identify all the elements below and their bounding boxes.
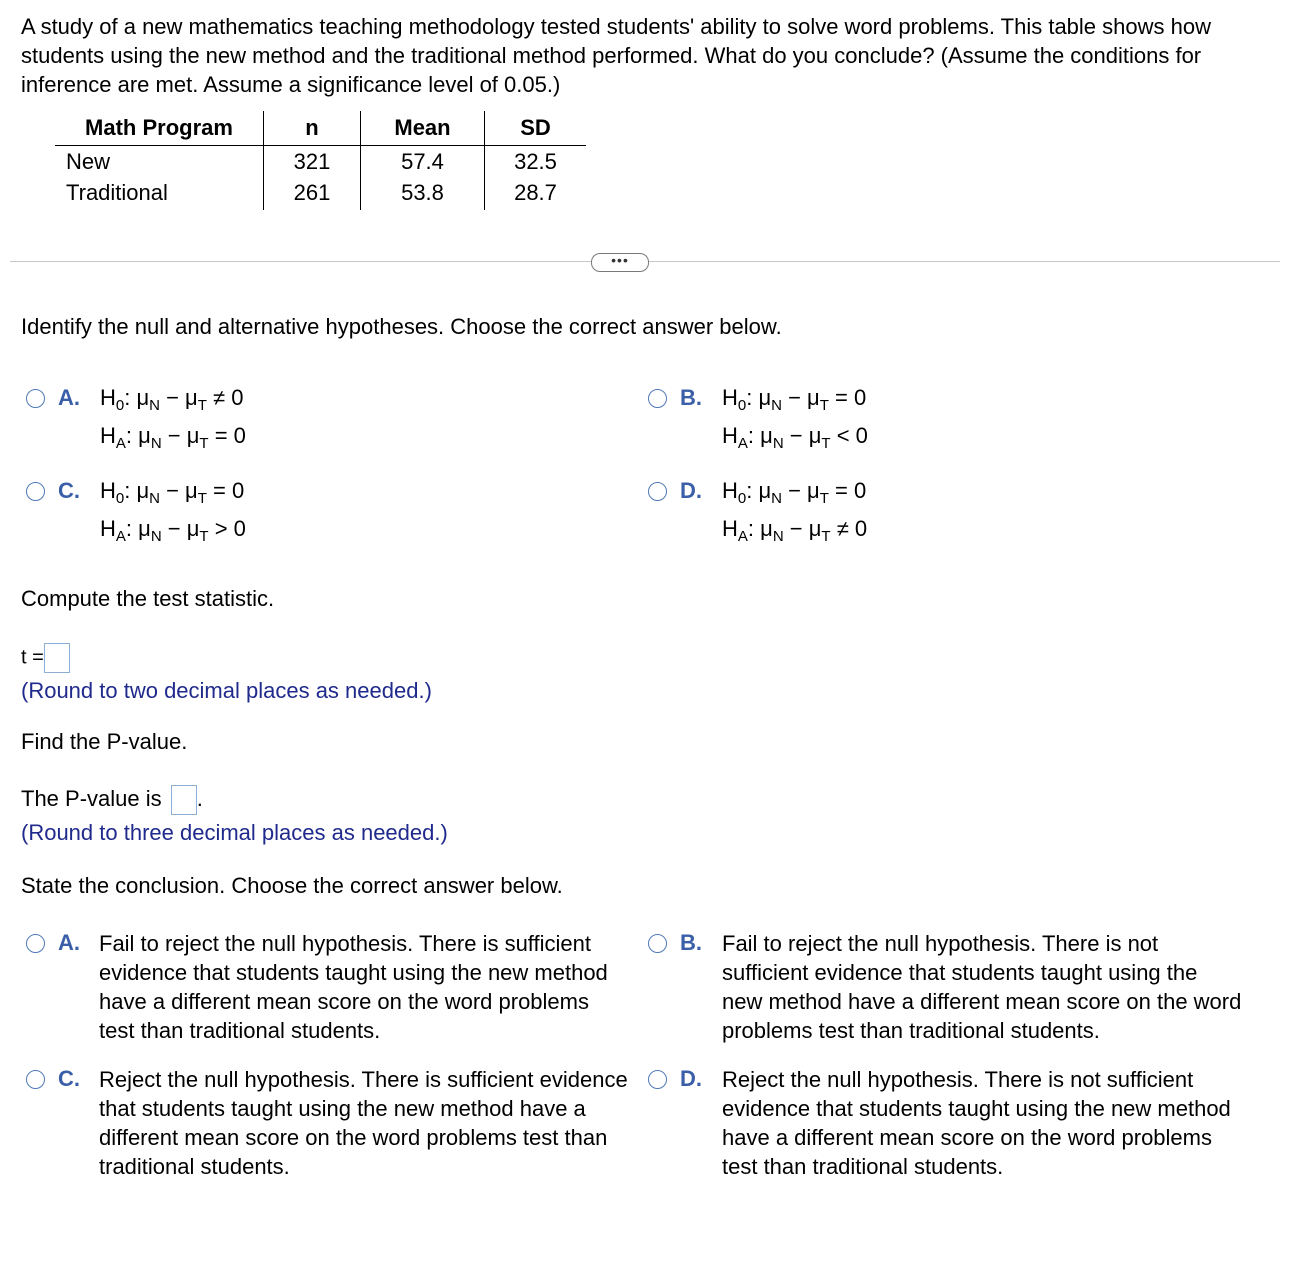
conclusion-d-letter: D. xyxy=(680,1066,702,1091)
conclusion-prompt: State the conclusion. Choose the correct answer below. xyxy=(21,873,563,898)
hypothesis-b-null-relation: = 0 xyxy=(835,385,867,410)
hypothesis-b-radio[interactable] xyxy=(648,389,667,408)
conclusion-d-text: Reject the null hypothesis. There is not sufficient evidence that students taught using the new method have a different mean score on the word problems test than traditional students. xyxy=(722,1067,1231,1179)
conclusion-c-radio[interactable] xyxy=(26,1070,45,1089)
table-cell: 32.5 xyxy=(485,146,587,179)
test-statistic-hint: (Round to two decimal places as needed.) xyxy=(21,678,432,703)
hypothesis-a-alt: $H_A$: $\mu_N - \mu_T = 0$ xyxy=(100,423,246,452)
conclusion-a-text: Fail to reject the null hypothesis. There is sufficient evidence that students taught using the new method have a different mean score on the word problems test than traditional students. xyxy=(99,931,608,1043)
table-cell: New xyxy=(66,149,111,174)
hypothesis-d-alt: $H_A$: $\mu_N - \mu_T \ne 0$ xyxy=(722,516,868,545)
hypothesis-c-null-relation: = 0 xyxy=(213,478,245,503)
column-header: Mean xyxy=(361,111,485,146)
question-text: A study of a new mathematics teaching methodology tested students' ability to solve word problems. This table shows how students using the new method and the traditional method performed. What do you conclude? (Assume the conditions for inference are met. Assume a significance level of 0.05.) xyxy=(21,14,1211,97)
hypothesis-d-letter: D. xyxy=(680,478,702,503)
hypothesis-b-null: $H_0$: $\mu_N - \mu_T = 0$ xyxy=(722,385,867,414)
p-value-row: The P-value is . xyxy=(21,785,203,815)
data-table xyxy=(55,111,586,210)
table-cell: 321 xyxy=(264,146,361,179)
p-value-hint: (Round to three decimal places as needed.) xyxy=(21,820,448,845)
more-button[interactable]: ••• xyxy=(591,253,649,272)
conclusion-a-radio[interactable] xyxy=(26,934,45,953)
hypothesis-c-alt: $H_A$: $\mu_N - \mu_T > 0$ xyxy=(100,516,246,545)
table-cell: 261 xyxy=(264,178,361,210)
hypothesis-b-alt: $H_A$: $\mu_N - \mu_T < 0$ xyxy=(722,423,868,452)
hypothesis-d-radio[interactable] xyxy=(648,482,667,501)
p-value-input[interactable] xyxy=(171,785,197,815)
hypothesis-c-alt-relation: > 0 xyxy=(214,516,246,541)
hypothesis-a-null: $H_0$: $\mu_N - \mu_T \ne 0$ xyxy=(100,385,244,414)
table-row xyxy=(55,146,586,179)
test-statistic-row xyxy=(21,643,70,673)
table-cell: Traditional xyxy=(66,180,168,205)
conclusion-a-letter: A. xyxy=(58,930,80,955)
column-header: SD xyxy=(485,111,587,146)
table-header-row xyxy=(55,111,586,146)
test-statistic-label: t = xyxy=(21,646,44,669)
p-value-prompt: Find the P-value. xyxy=(21,729,188,754)
conclusion-c-letter: C. xyxy=(58,1066,80,1091)
table-cell: 28.7 xyxy=(485,178,587,210)
hypothesis-a-letter: A. xyxy=(58,385,80,410)
p-value-label: The P-value is xyxy=(21,785,162,811)
hypothesis-b-alt-relation: < 0 xyxy=(836,423,868,448)
hypothesis-c-radio[interactable] xyxy=(26,482,45,501)
table-cell: 57.4 xyxy=(361,146,485,179)
conclusion-d-radio[interactable] xyxy=(648,1070,667,1089)
column-header: Math Program xyxy=(55,111,264,146)
table-cell: 53.8 xyxy=(361,178,485,210)
table-row xyxy=(55,178,586,210)
hypothesis-c-null: $H_0$: $\mu_N - \mu_T = 0$ xyxy=(100,478,245,507)
conclusion-b-radio[interactable] xyxy=(648,934,667,953)
hypothesis-c-letter: C. xyxy=(58,478,80,503)
hypothesis-a-radio[interactable] xyxy=(26,389,45,408)
test-statistic-input[interactable] xyxy=(44,643,70,673)
hypothesis-d-null-relation: = 0 xyxy=(835,478,867,503)
hypothesis-a-null-relation: ≠ 0 xyxy=(213,385,244,410)
hypothesis-d-alt-relation: ≠ 0 xyxy=(836,516,868,541)
hypothesis-d-null: $H_0$: $\mu_N - \mu_T = 0$ xyxy=(722,478,867,507)
conclusion-c-text: Reject the null hypothesis. There is sufficient evidence that students taught using the new method have a different mean score on the word problems test than traditional students. xyxy=(99,1067,628,1179)
hypothesis-b-letter: B. xyxy=(680,385,702,410)
conclusion-b-text: Fail to reject the null hypothesis. There is not sufficient evidence that students taught using the new method have a different mean score on the word problems test than traditional students. xyxy=(722,931,1242,1043)
test-statistic-prompt: Compute the test statistic. xyxy=(21,586,275,611)
hypotheses-prompt: Identify the null and alternative hypotheses. Choose the correct answer below. xyxy=(21,314,782,339)
column-header: n xyxy=(264,111,361,146)
hypothesis-a-alt-relation: = 0 xyxy=(214,423,246,448)
conclusion-b-letter: B. xyxy=(680,930,702,955)
